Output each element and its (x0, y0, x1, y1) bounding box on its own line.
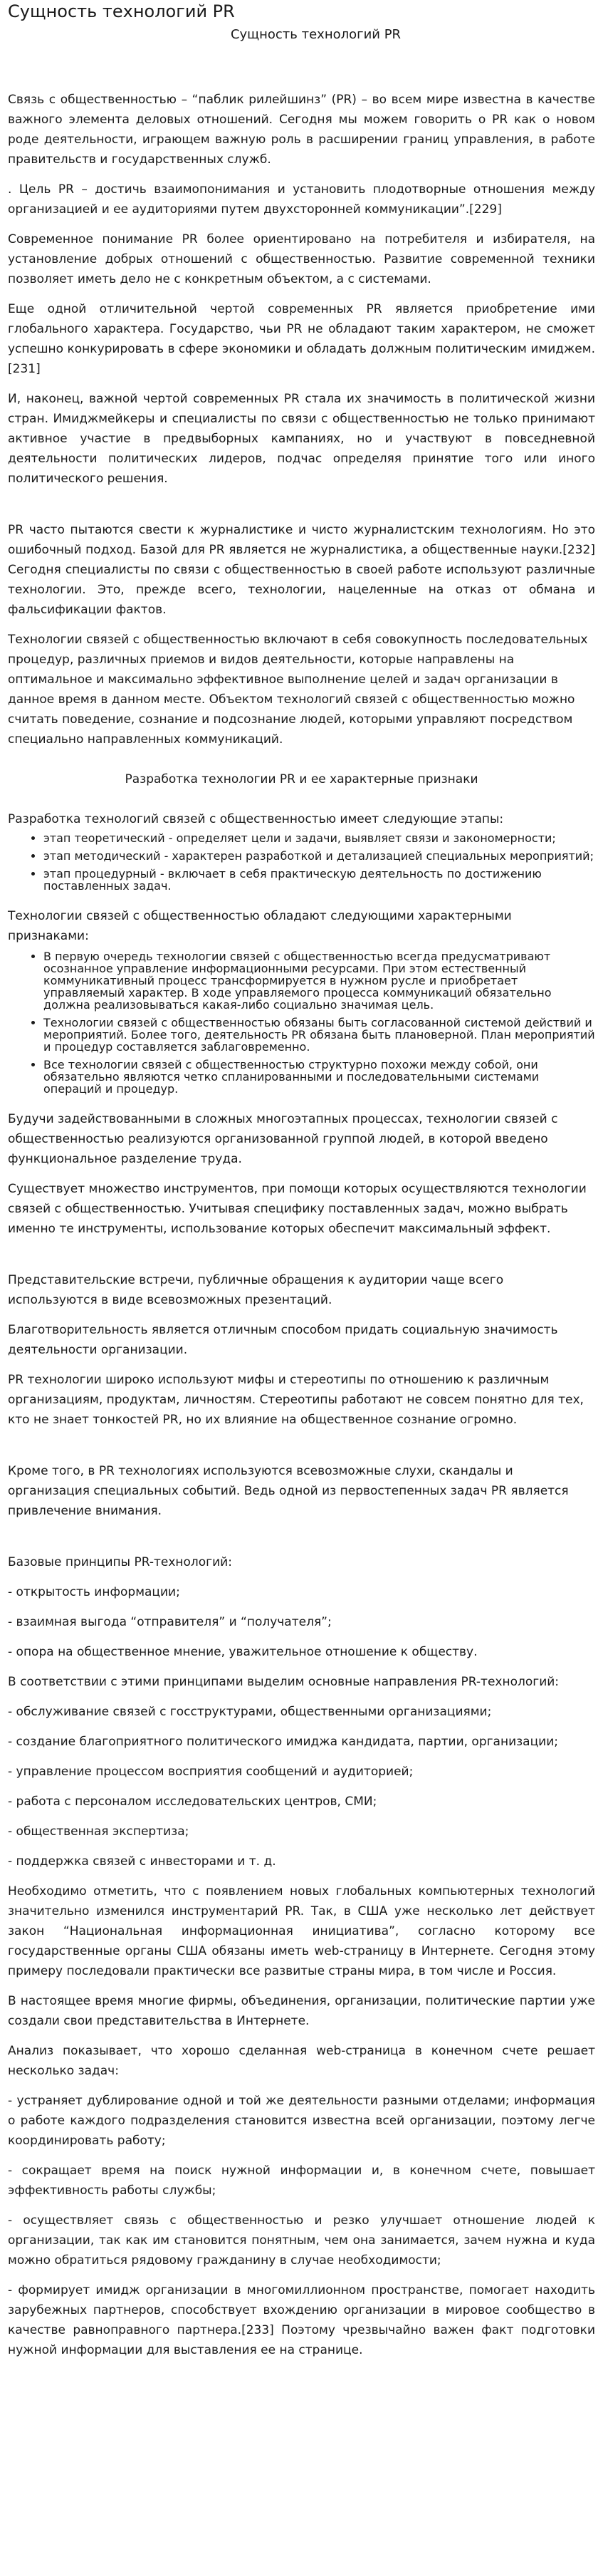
list-item: • этап методический - характерен разработкой и детализацией специальных мероприятий; (43, 850, 595, 862)
direction-item: - поддержка связей с инвесторами и т. д. (8, 1854, 276, 1869)
principle-item: - открытость информации; (8, 1585, 180, 1599)
spacer (8, 499, 595, 520)
principles-title: Базовые принципы PR-технологий: (8, 1555, 232, 1569)
traits-intro: Технологии связей с общественностью обладают следующими характерными признаками: (8, 909, 512, 943)
section-heading: Разработка технологии PR и ее характерные признаки (125, 772, 478, 786)
analysis-paragraph: Анализ показывает, что хорошо сделанная web-страница в конечном счете решает несколько задач: (8, 2044, 595, 2078)
traits-list (8, 950, 595, 1095)
present-paragraph: В настоящее время многие фирмы, объединения, организации, политические партии уже создали свои представительства в Интернете. (8, 1994, 595, 2028)
intro-paragraph: Связь с общественностью – “паблик рилейшинз” (PR) – во всем мире известна в качестве важного элемента деловых отношений. Сегодня мы можем говорить о PR как о новом роде деятельности, играющем важную роль в расширении границ управления, в работе правительств и государственных служб. (8, 93, 595, 167)
multistage-paragraph: Будучи задействованными в сложных многоэтапных процессах, технологии связей с общественностью реализуются организованной группой людей, в которой введено функциональное разделение труда. (8, 1112, 558, 1166)
list-item: • В первую очередь технологии связей с общественностью всегда предусматривают осознанное управление информационными ресурсами. При этом естественный коммуникативный процесс трансформируется в нужном русле и приобретает управляемый характер. В ходе управляемого процесса коммуникаций обязательно должна реализовываться какая-либо социально значимая цель. (43, 950, 595, 1011)
list-item: • Технологии связей с общественностью обязаны быть согласованной системой действий и мероприятий. Более того, деятельность PR обязана быть плановерной. План мероприятий и процедур составляется заблаговременно. (43, 1017, 595, 1053)
direction-item: - управление процессом восприятия сообщений и аудиторией; (8, 1765, 414, 1779)
web-paragraph: Необходимо отметить, что с появлением новых глобальных компьютерных технологий значительно изменился инструментарий PR. Так, в США уже несколько лет действует закон “Национальная информационная инициатива”, согласно которому все государственные органы США обязаны иметь web-страницу в Интернете. Сегодня этому примеру последовали практически все развитые страны мира, в том числе и Россия. (8, 1884, 595, 1978)
spacer (8, 1531, 595, 1552)
intro-paragraph: . Цель PR – достичь взаимопонимания и установить плодотворные отношения между организацией и ее аудиториями путем двухсторонней коммуникации”.[229] (8, 182, 595, 217)
journalism-paragraph: PR часто пытаются свести к журналистике и чисто журналистским технологиям. Но это ошибочный подход. Базой для PR является не журналистика, а общественные науки.[232] Сегодня специалисты по связи с общественностью в своей работе используют различные технологии. Это, прежде всего, технологии, нацеленные на отказ от обмана и фальсификации фактов. (8, 523, 595, 617)
list-item: • этап процедурный - включает в себя практическую деятельность по достижению поставленных задач. (43, 868, 595, 892)
rumors-paragraph: Кроме того, в PR технологиях используются всевозможные слухи, скандалы и организация специальных событий. Ведь одной из первостепенных задач PR является привлечение внимания. (8, 1464, 569, 1518)
stages-intro: Разработка технологий связей с общественностью имеет следующие этапы: (8, 812, 504, 826)
document-subtitle: Сущность технологий PR (230, 27, 402, 42)
tools-paragraph: Существует множество инструментов, при помощи которых осуществляются технологии связей с общественностью. Учитывая специфику поставленных задач, можно выбрать именно те инструменты, использование которых обеспечит максимальный эффект. (8, 1182, 587, 1236)
list-item: • Все технологии связей с общественностью структурно похожи между собой, они обязательно являются четко спланированными и последовательными системами операций и процедур. (43, 1059, 595, 1095)
principle-item: - опора на общественное мнение, уважительное отношение к обществу. (8, 1645, 478, 1659)
task-item: - формирует имидж организации в многомиллионном пространстве, помогает находить зарубежных партнеров, способствует вхождению организации в мировое сообщество в качестве равноправного партнера.[233] Поэтому чрезвычайно важен факт подготовки нужной информации для выставления ее на странице. (8, 2283, 595, 2357)
intro-paragraph: И, наконец, важной чертой современных PR стала их значимость в политической жизни стран. Имиджмейкеры и специалисты по связи с общественностью не только принимают активное участие в предвыборных кампаниях, но и участвуют в повседневной деятельности политических лидеров, подчас определяя принятие того или иного политического решения. (8, 392, 595, 486)
technologies-paragraph: Технологии связей с общественностью включают в себя совокупность последовательных процедур, различных приемов и видов деятельности, которые направлены на оптимальное и максимально эффективное выполнение целей и задач организации в данное время в данном месте. Объектом технологий связей с общественностью можно считать поведение, сознание и подсознание людей, которыми управляют посредством специально направленных коммуникаций. (8, 633, 588, 747)
task-item: - сокращает время на поиск нужной информации и, в конечном счете, повышает эффективность работы службы; (8, 2164, 595, 2198)
myths-paragraph: PR технологии широко используют мифы и стереотипы по отношению к различным организациям, продуктам, личностям. Стереотипы работают не совсем понятно для тех, кто не знает тонкостей PR, но их влияние на общественное сознание огромно. (8, 1373, 584, 1427)
direction-item: - работа с персоналом исследовательских центров, СМИ; (8, 1795, 377, 1809)
intro-paragraph: Современное понимание PR более ориентировано на потребителя и избирателя, на установление добрых отношений с общественностью. Развитие современной техники позволяет иметь дело не с конкретным объектом, а с системами. (8, 232, 595, 286)
direction-item: - обслуживание связей с госструктурами, общественными организациями; (8, 1705, 492, 1719)
task-item: - устраняет дублирование одной и той же деятельности разными отделами; информация о работе каждого подразделения становится известна всей организации, поэтому легче координировать работу; (8, 2094, 595, 2148)
principle-item: - взаимная выгода “отправителя” и “получателя”; (8, 1615, 332, 1629)
direction-item: - общественная экспертиза; (8, 1824, 189, 1839)
direction-item: - создание благоприятного политического имиджа кандидата, партии, организации; (8, 1735, 558, 1749)
task-item: - осуществляет связь с общественностью и резко улучшает отношение людей к организации, так как им становится понятным, чем она занимается, зачем нужна и куда можно обратиться рядовому гражданину в случае необходимости; (8, 2213, 595, 2268)
stages-list (8, 832, 595, 892)
meetings-paragraph: Представительские встречи, публичные обращения к аудитории чаще всего используются в виде всевозможных презентаций. (8, 1273, 504, 1307)
directions-intro: В соответствии с этими принципами выделим основные направления PR-технологий: (8, 1675, 560, 1689)
spacer (8, 1249, 595, 1270)
intro-paragraph: Еще одной отличительной чертой современных PR является приобретение ими глобального характера. Государство, чьи PR не обладают таким характером, не сможет успешно конкурировать в сфере экономики и обладать должным политическим имиджем. [231] (8, 302, 595, 376)
spacer (8, 1440, 595, 1461)
document-title: Сущность технологий PR (8, 1, 235, 21)
charity-paragraph: Благотворительность является отличным способом придать социальную значимость деятельности организации. (8, 1323, 558, 1357)
list-item: • этап теоретический - определяет цели и задачи, выявляет связи и закономерности; (43, 832, 595, 844)
